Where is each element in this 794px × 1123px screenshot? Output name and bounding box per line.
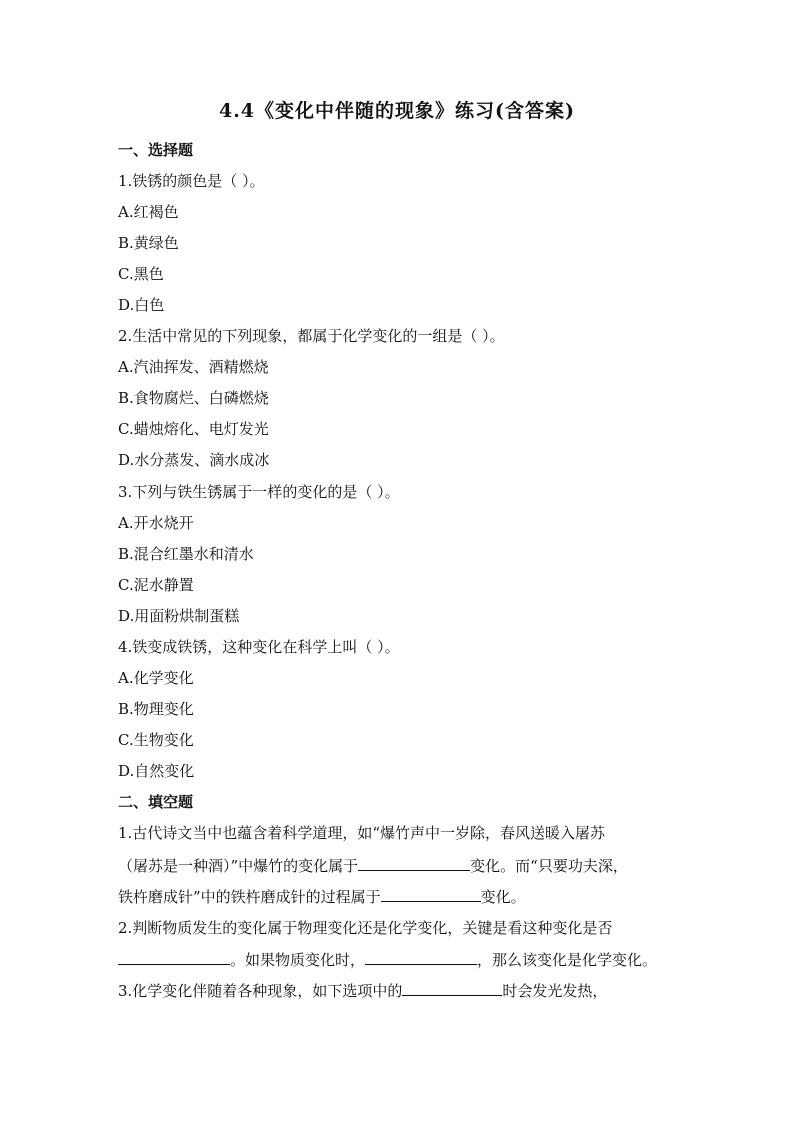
answer-blank[interactable] bbox=[118, 949, 230, 965]
fill-1-text-b: 变化。而“只要功夫深， bbox=[470, 857, 628, 875]
question-2-option-c: C.蜡烛熔化、电灯发光 bbox=[118, 420, 269, 438]
fill-1-line-2 bbox=[118, 855, 628, 876]
question-1-option-d: D.白色 bbox=[118, 296, 165, 314]
question-1-option-c: C.黑色 bbox=[118, 265, 164, 283]
question-3-option-d: D.用面粉烘制蛋糕 bbox=[118, 607, 240, 625]
document-title: 4.4《变化中伴随的现象》练习(含答案) bbox=[218, 100, 576, 122]
fill-1-text-a: （屠苏是一种酒）”中爆竹的变化属于 bbox=[118, 857, 359, 875]
question-2-option-d: D.水分蒸发、滴水成冰 bbox=[118, 451, 270, 469]
question-3-option-c: C.泥水静置 bbox=[118, 576, 194, 594]
question-2-option-a: A.汽油挥发、酒精燃烧 bbox=[118, 358, 269, 376]
question-4-option-c: C.生物变化 bbox=[118, 731, 194, 749]
fill-2-text-a: 。如果物质变化时， bbox=[230, 951, 366, 969]
question-3-option-a: A.开水烧开 bbox=[118, 514, 194, 532]
question-1-stem: 1.铁锈的颜色是（ ）。 bbox=[118, 172, 265, 190]
question-3-stem: 3.下列与铁生锈属于一样的变化的是（ ）。 bbox=[118, 483, 400, 501]
answer-blank[interactable] bbox=[381, 886, 481, 902]
fill-2-line-2 bbox=[118, 949, 657, 970]
question-4-stem: 4.铁变成铁锈，这种变化在科学上叫（ ）。 bbox=[118, 638, 400, 656]
answer-blank[interactable] bbox=[365, 949, 477, 965]
question-4-option-d: D.自然变化 bbox=[118, 762, 195, 780]
question-2-option-b: B.食物腐烂、白磷燃烧 bbox=[118, 389, 269, 407]
fill-1-text-d: 变化。 bbox=[480, 888, 526, 906]
fill-2-text-b: ，那么该变化是化学变化。 bbox=[477, 951, 658, 969]
question-1-option-a: A.红褐色 bbox=[118, 203, 179, 221]
question-3-option-b: B.混合红墨水和清水 bbox=[118, 545, 254, 563]
question-4-option-b: B.物理变化 bbox=[118, 700, 194, 718]
fill-1-line-1: 1.古代诗文当中也蕴含着科学道理，如“爆竹声中一岁除，春风送暖入屠苏 bbox=[118, 824, 605, 842]
section-heading-choice: 一、选择题 bbox=[118, 141, 194, 159]
fill-3-line-1 bbox=[118, 980, 607, 1001]
question-1-option-b: B.黄绿色 bbox=[118, 234, 179, 252]
fill-3-text-a: 3.化学变化伴随着各种现象，如下选项中的 bbox=[118, 982, 403, 1000]
fill-1-line-3 bbox=[118, 886, 526, 907]
fill-2-line-1: 2.判断物质发生的变化属于物理变化还是化学变化，关键是看这种变化是否 bbox=[118, 919, 613, 937]
question-4-option-a: A.化学变化 bbox=[118, 669, 194, 687]
fill-1-text-c: 铁杵磨成针”中的铁杵磨成针的过程属于 bbox=[118, 888, 381, 906]
fill-3-text-b: 时会发光发热， bbox=[502, 982, 608, 1000]
question-2-stem: 2.生活中常见的下列现象，都属于化学变化的一组是（ ）。 bbox=[118, 327, 505, 345]
answer-blank[interactable] bbox=[402, 980, 502, 996]
answer-blank[interactable] bbox=[358, 855, 470, 871]
section-heading-fill: 二、填空题 bbox=[118, 793, 194, 811]
